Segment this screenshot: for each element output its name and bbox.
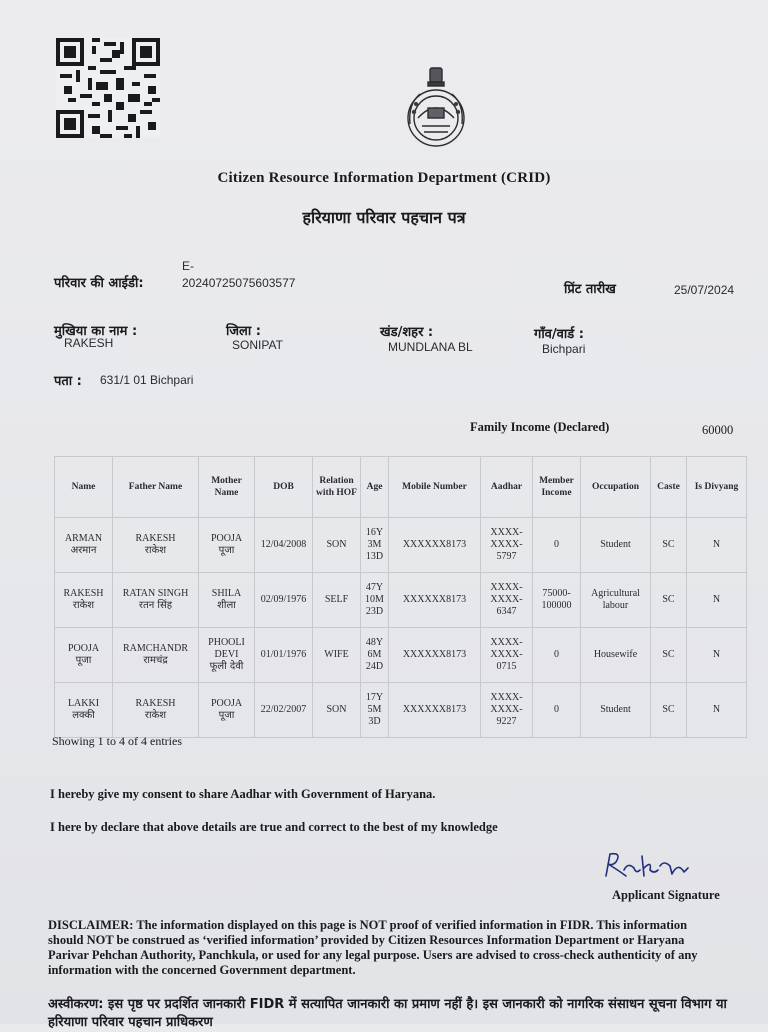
block-value: MUNDLANA BL bbox=[388, 340, 473, 354]
table-entries-info: Showing 1 to 4 of 4 entries bbox=[52, 734, 182, 748]
column-header: Relation with HOF bbox=[313, 457, 361, 518]
divyang-cell: N bbox=[687, 573, 747, 628]
column-header: Age bbox=[361, 457, 389, 518]
aadhar-cell: XXXX-XXXX-0715 bbox=[481, 628, 533, 683]
occupation-cell: Housewife bbox=[581, 628, 651, 683]
members-table bbox=[54, 456, 747, 738]
member-income-cell: 0 bbox=[533, 628, 581, 683]
table-row bbox=[55, 628, 747, 683]
column-header: DOB bbox=[255, 457, 313, 518]
column-header: Occupation bbox=[581, 457, 651, 518]
caste-cell: SC bbox=[651, 573, 687, 628]
father-name-cell: RAMCHANDR रामचंद्र bbox=[113, 628, 199, 683]
relation-cell: WIFE bbox=[313, 628, 361, 683]
caste-cell: SC bbox=[651, 518, 687, 573]
family-id-prefix: E- bbox=[182, 259, 194, 273]
member-name-cell: RAKESH राकेश bbox=[55, 573, 113, 628]
mother-name-cell: PHOOLI DEVI फूली देवी bbox=[199, 628, 255, 683]
member-name-cell: ARMAN अरमान bbox=[55, 518, 113, 573]
caste-cell: SC bbox=[651, 628, 687, 683]
table-header-row bbox=[55, 457, 747, 518]
page-title: Citizen Resource Information Department (CRID) bbox=[217, 170, 551, 186]
block-label: खंड/शहर : bbox=[380, 325, 434, 340]
head-name-label: मुखिया का नाम : bbox=[54, 324, 138, 339]
consent-aadhar: I hereby give my consent to share Aadhar with Government of Haryana. bbox=[50, 787, 436, 801]
age-cell: 47Y 10M 23D bbox=[361, 573, 389, 628]
address-value: 631/1 01 Bichpari bbox=[100, 373, 194, 387]
page-subtitle: हरियाणा परिवार पहचान पत्र bbox=[302, 208, 466, 227]
member-name-cell: POOJA पूजा bbox=[55, 628, 113, 683]
relation-cell: SON bbox=[313, 683, 361, 738]
family-id-value: 20240725075603577 bbox=[182, 276, 296, 290]
occupation-cell: Student bbox=[581, 518, 651, 573]
divyang-cell: N bbox=[687, 683, 747, 738]
table-row bbox=[55, 683, 747, 738]
mobile-cell: XXXXXX8173 bbox=[389, 628, 481, 683]
mobile-cell: XXXXXX8173 bbox=[389, 573, 481, 628]
district-value: SONIPAT bbox=[232, 338, 283, 352]
head-name-value: RAKESH bbox=[64, 336, 114, 350]
member-income-cell: 75000-100000 bbox=[533, 573, 581, 628]
applicant-signature-image bbox=[600, 848, 696, 884]
column-header: Caste bbox=[651, 457, 687, 518]
declaration-text: I here by declare that above details are true and correct to the best of my knowledge bbox=[50, 820, 498, 834]
mother-name-cell: POOJA पूजा bbox=[199, 683, 255, 738]
member-name-cell: LAKKI लक्की bbox=[55, 683, 113, 738]
table-row bbox=[55, 518, 747, 573]
district-label: जिला : bbox=[226, 324, 261, 339]
father-name-cell: RAKESH राकेश bbox=[113, 518, 199, 573]
relation-cell: SON bbox=[313, 518, 361, 573]
village-value: Bichpari bbox=[542, 342, 586, 356]
column-header: Name bbox=[55, 457, 113, 518]
family-income-value: 60000 bbox=[702, 423, 734, 437]
relation-cell: SELF bbox=[313, 573, 361, 628]
member-income-cell: 0 bbox=[533, 518, 581, 573]
village-label: गाँव/वार्ड : bbox=[534, 327, 584, 342]
father-name-cell: RATAN SINGH रतन सिंह bbox=[113, 573, 199, 628]
disclaimer-english: DISCLAIMER: The information displayed on this page is NOT proof of verified information in FIDR. This information should NOT be construed as ‘verified information’ provided by Citizen Resources Information Department or Haryana Parivar Pehchan Authority, Panchkula, or used for any legal purpose. Users are advised to cross-check authenticity of any information with the concerned Government department. bbox=[48, 918, 698, 977]
occupation-cell: Student bbox=[581, 683, 651, 738]
dob-cell: 01/01/1976 bbox=[255, 628, 313, 683]
haryana-emblem-icon bbox=[400, 64, 472, 150]
aadhar-cell: XXXX-XXXX-5797 bbox=[481, 518, 533, 573]
mother-name-cell: POOJA पूजा bbox=[199, 518, 255, 573]
father-name-cell: RAKESH राकेश bbox=[113, 683, 199, 738]
age-cell: 17Y 5M 3D bbox=[361, 683, 389, 738]
column-header: Father Name bbox=[113, 457, 199, 518]
column-header: Aadhar bbox=[481, 457, 533, 518]
column-header: Member Income bbox=[533, 457, 581, 518]
mobile-cell: XXXXXX8173 bbox=[389, 518, 481, 573]
member-income-cell: 0 bbox=[533, 683, 581, 738]
caste-cell: SC bbox=[651, 683, 687, 738]
column-header: Mobile Number bbox=[389, 457, 481, 518]
column-header: Mother Name bbox=[199, 457, 255, 518]
age-cell: 16Y 3M 13D bbox=[361, 518, 389, 573]
age-cell: 48Y 6M 24D bbox=[361, 628, 389, 683]
column-header: Is Divyang bbox=[687, 457, 747, 518]
mobile-cell: XXXXXX8173 bbox=[389, 683, 481, 738]
dob-cell: 12/04/2008 bbox=[255, 518, 313, 573]
qr-code-icon bbox=[56, 38, 160, 138]
dob-cell: 02/09/1976 bbox=[255, 573, 313, 628]
disclaimer-hindi: अस्वीकरण: इस पृष्ठ पर प्रदर्शित जानकारी FIDR में सत्यापित जानकारी का प्रमाण नहीं है। इस जानकारी को नागरिक संसाधन सूचना विभाग या हरियाणा परिवार पहचान प्राधिकरण bbox=[48, 997, 727, 1030]
family-id-label: परिवार की आईडी: bbox=[54, 276, 144, 291]
print-date-label: प्रिंट तारीख bbox=[564, 282, 616, 297]
dob-cell: 22/02/2007 bbox=[255, 683, 313, 738]
address-label: पता : bbox=[54, 374, 82, 389]
applicant-signature-label: Applicant Signature bbox=[612, 888, 720, 902]
family-income-label: Family Income (Declared) bbox=[470, 420, 610, 434]
print-date-value: 25/07/2024 bbox=[674, 283, 735, 297]
occupation-cell: Agricultural labour bbox=[581, 573, 651, 628]
mother-name-cell: SHILA शीला bbox=[199, 573, 255, 628]
aadhar-cell: XXXX-XXXX-6347 bbox=[481, 573, 533, 628]
divyang-cell: N bbox=[687, 518, 747, 573]
aadhar-cell: XXXX-XXXX-9227 bbox=[481, 683, 533, 738]
divyang-cell: N bbox=[687, 628, 747, 683]
table-row bbox=[55, 573, 747, 628]
